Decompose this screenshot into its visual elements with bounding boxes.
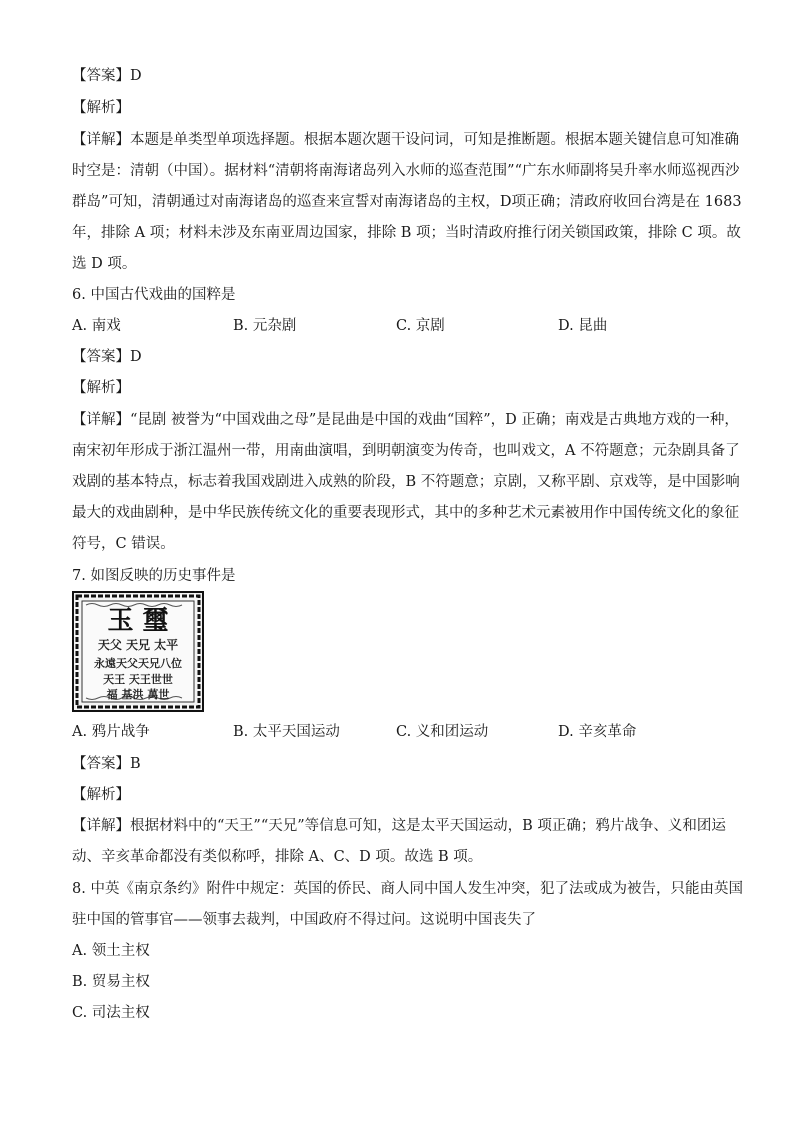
answer-label: 【答案】B — [72, 756, 141, 772]
answer-label: 【答案】D — [72, 68, 142, 84]
analysis-label: 【解析】 — [72, 787, 130, 803]
question-7-stem: 7. 如图反映的历史事件是 — [72, 568, 236, 584]
seal-row: 天父 天兄 太平 — [97, 638, 179, 652]
jade-seal-graphic — [72, 591, 204, 712]
q7-option-c: C. 义和团运动 — [396, 724, 489, 740]
q8-option-a: A. 领土主权 — [72, 943, 150, 959]
detail-line: 符号，C 错误。 — [72, 536, 175, 552]
detail-line: 年，排除 A 项；材料未涉及东南亚周边国家，排除 B 项；当时清政府推行闭关锁国政策，排除 C 项。故 — [72, 225, 741, 241]
q7-option-d: D. 辛亥革命 — [558, 724, 637, 740]
q6-option-d: D. 昆曲 — [558, 318, 608, 334]
analysis-label: 【解析】 — [72, 100, 130, 116]
question-8-stem: 驻中国的管事官——领事去裁判，中国政府不得过问。这说明中国丧失了 — [72, 912, 536, 928]
q6-option-b: B. 元杂剧 — [233, 318, 297, 334]
question-6-stem: 6. 中国古代戏曲的国粹是 — [72, 287, 236, 303]
detail-line: 南宋初年形成于浙江温州一带，用南曲演唱，到明朝演变为传奇，也叫戏文，A 不符题意；元杂剧具备了 — [72, 443, 740, 459]
seal-title: 玉 璽 — [107, 606, 169, 636]
detail-line: 【详解】本题是单类型单项选择题。根据本题次题干设问词，可知是推断题。根据本题关键信息可知准确 — [72, 132, 739, 148]
detail-line: 【详解】“昆剧 被誉为“中国戏曲之母”是昆曲是中国的戏曲“国粹”，D 正确；南戏是古典地方戏的一种， — [72, 412, 739, 428]
detail-line: 最大的戏曲剧种，是中华民族传统文化的重要表现形式，其中的多种艺术元素被用作中国传统文化的象征 — [72, 505, 739, 521]
q6-option-a: A. 南戏 — [72, 318, 121, 334]
detail-line: 【详解】根据材料中的“天王”“天兄”等信息可知，这是太平天国运动，B 项正确；鸦片战争、义和团运 — [72, 818, 726, 834]
detail-line: 时空是：清朝（中国）。据材料“清朝将南海诸岛列入水师的巡查范围”“广东水师副将吴升率水师巡视西沙 — [72, 163, 740, 179]
jade-seal-image — [72, 591, 204, 712]
seal-row: 福 基洪 萬世 — [106, 688, 170, 701]
detail-line: 动、辛亥革命都没有类似称呼，排除 A、C、D 项。故选 B 项。 — [72, 849, 483, 865]
question-8-stem: 8. 中英《南京条约》附件中规定：英国的侨民、商人同中国人发生冲突，犯了法或成为被告，只能由英国 — [72, 881, 743, 897]
answer-label: 【答案】D — [72, 349, 142, 365]
q7-option-a: A. 鸦片战争 — [72, 724, 150, 740]
detail-line: 群岛”可知，清朝通过对南海诸岛的巡查来宣誓对南海诸岛的主权，D项正确；清政府收回台湾是在 1683 — [72, 194, 742, 210]
seal-row: 天王 天王世世 — [103, 673, 173, 686]
q6-option-c: C. 京剧 — [396, 318, 445, 334]
detail-line: 选 D 项。 — [72, 256, 137, 272]
q8-option-c: C. 司法主权 — [72, 1005, 150, 1021]
analysis-label: 【解析】 — [72, 380, 130, 396]
q7-option-b: B. 太平天国运动 — [233, 724, 340, 740]
q8-option-b: B. 贸易主权 — [72, 974, 150, 990]
detail-line: 戏剧的基本特点，标志着我国戏剧进入成熟的阶段，B 不符题意；京剧，又称平剧、京戏等，是中国影响 — [72, 474, 740, 490]
seal-row: 永遠天父天兄八位 — [94, 657, 182, 670]
